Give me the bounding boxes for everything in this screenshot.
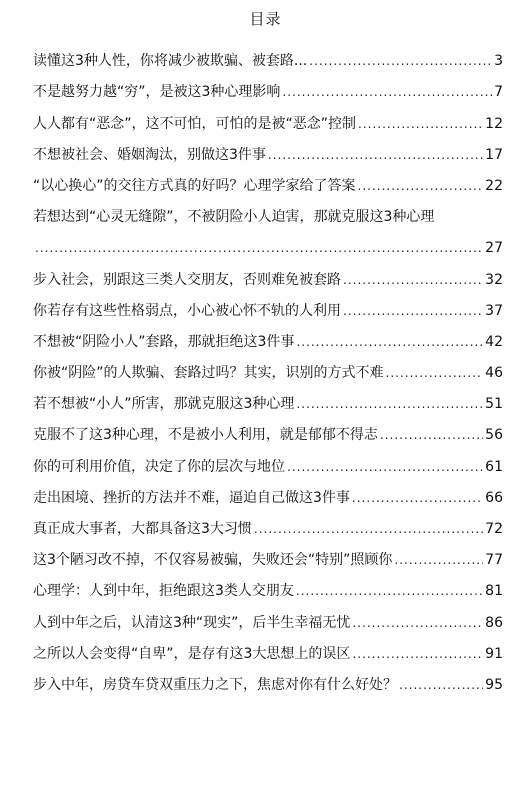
toc-entry[interactable] — [33, 570, 503, 601]
toc-entry-page: 46 — [485, 365, 503, 382]
toc-title: 目录 — [249, 10, 282, 28]
toc-leader-dots — [309, 51, 492, 71]
toc-leader-dots — [296, 394, 483, 414]
toc-entry-page: 12 — [485, 115, 503, 132]
toc-entry[interactable] — [33, 134, 503, 165]
toc-entry-label: 不想被“阴险小人”套路，那就拒绝这3件事 — [33, 333, 295, 350]
toc-leader-dots — [386, 363, 484, 383]
toc-entry[interactable] — [33, 321, 503, 352]
toc-leader-dots — [352, 644, 483, 664]
toc-entry-label: 这3个陋习改不掉，不仅容易被骗，失败还会“特别”照顾你 — [33, 552, 393, 569]
toc-leader-dots — [268, 145, 483, 165]
toc-entry-label: 若想达到“心灵无缝隙”，不被阴险小人迫害，那就克服这3种心理 — [33, 209, 435, 226]
toc-entry[interactable] — [33, 258, 503, 289]
toc-entry-label: 走出困境、挫折的方法并不难，逼迫自己做这3件事 — [33, 489, 350, 506]
toc-entry-page: 95 — [485, 676, 503, 693]
toc-entry-page: 91 — [485, 645, 503, 662]
toc-entry-label: 你的可利用价值，决定了你的层次与地位 — [33, 458, 285, 475]
toc-entry-page: 81 — [485, 583, 503, 600]
toc-entry-label: 不是越努力越“穷”，是被这3种心理影响 — [33, 84, 281, 101]
toc-entry[interactable] — [33, 601, 503, 632]
toc-entry-page: 66 — [485, 489, 503, 506]
toc-entry-label: 克服不了这3种心理，不是被小人利用，就是郁郁不得志 — [33, 427, 378, 444]
toc-entry[interactable] — [33, 71, 503, 102]
toc-leader-dots — [296, 581, 483, 601]
toc-leader-dots — [35, 238, 483, 258]
toc-entry-label: 你被“阴险”的人欺骗、套路过吗？其实，识别的方式不难 — [33, 365, 384, 382]
toc-entry-page: 27 — [485, 240, 503, 257]
toc-entry-label: 人人都有“恶念”，这不可怕，可怕的是被“恶念”控制 — [33, 115, 357, 132]
toc-leader-dots — [352, 613, 483, 633]
toc-entry-label: “以心换心”的交往方式真的好吗？心理学家给了答案 — [33, 177, 356, 194]
toc-entry-label: 你若存有这些性格弱点，小心被心怀不轨的人利用 — [33, 302, 341, 319]
toc-leader-dots — [343, 301, 483, 321]
toc-leader-dots — [343, 270, 483, 290]
toc-entry-page: 51 — [485, 396, 503, 413]
toc-entry[interactable] — [33, 633, 503, 664]
toc-entry-label: 人到中年之后，认清这3种“现实”，后半生幸福无忧 — [33, 614, 351, 631]
toc-entry-label: 真正成大事者，大都具备这3大习惯 — [33, 521, 252, 537]
toc-entry[interactable] — [33, 508, 503, 539]
toc-entry[interactable] — [33, 102, 503, 133]
toc-entry-page: 17 — [485, 146, 503, 163]
toc-entry[interactable] — [33, 165, 503, 196]
toc-entry-page: 22 — [485, 177, 503, 194]
toc-entry[interactable] — [33, 414, 503, 445]
toc-leader-dots — [296, 332, 483, 352]
toc-entry-label: 若不想被“小人”所害，那就克服这3种心理 — [33, 396, 295, 413]
toc-entry-page: 7 — [494, 84, 503, 101]
toc-entry[interactable] — [33, 40, 503, 71]
toc-leader-dots — [254, 519, 483, 539]
toc-entry-page: 56 — [485, 427, 503, 444]
toc-entry[interactable] — [33, 539, 503, 570]
toc-leader-dots — [282, 82, 492, 102]
toc-entry-page: 77 — [485, 552, 503, 569]
toc-entry-page: 3 — [494, 53, 503, 70]
toc-entry-page: 42 — [485, 333, 503, 350]
toc-leader-dots — [358, 176, 484, 196]
toc-list — [33, 40, 503, 695]
toc-leader-dots — [352, 488, 483, 508]
toc-entry[interactable] — [33, 352, 503, 383]
toc-entry-label: 不想被社会、婚姻淘汰，别做这3件事 — [33, 146, 266, 163]
toc-entry-label: 心理学：人到中年，拒绝跟这3类人交朋友 — [33, 583, 294, 600]
toc-entry[interactable] — [33, 290, 503, 321]
toc-entry-page: 86 — [485, 614, 503, 631]
toc-entry-page: 72 — [485, 521, 503, 537]
toc-entry[interactable] — [33, 664, 503, 695]
toc-entry[interactable] — [33, 383, 503, 414]
toc-entry-page: 61 — [485, 458, 503, 475]
toc-entry[interactable] — [33, 477, 503, 508]
toc-entry-page: 37 — [485, 302, 503, 319]
toc-leader-dots — [287, 457, 483, 477]
toc-entry[interactable] — [33, 196, 503, 227]
toc-leader-dots — [399, 675, 483, 695]
toc-leader-dots — [380, 425, 483, 445]
toc-entry-continuation[interactable] — [33, 227, 503, 258]
toc-entry[interactable] — [33, 445, 503, 476]
toc-entry-label: 之所以人会变得“自卑”，是存有这3大思想上的误区 — [33, 645, 351, 662]
toc-leader-dots — [394, 550, 483, 570]
toc-entry-page: 32 — [485, 271, 503, 288]
toc-entry-label: 步入社会，别跟这三类人交朋友，否则难免被套路 — [33, 271, 341, 288]
toc-leader-dots — [358, 114, 483, 134]
toc-entry-label: 读懂这3种人性，你将减少被欺骗、被套路... — [33, 53, 308, 70]
toc-entry-label: 步入中年，房贷车贷双重压力之下，焦虑对你有什么好处？ — [33, 676, 397, 693]
